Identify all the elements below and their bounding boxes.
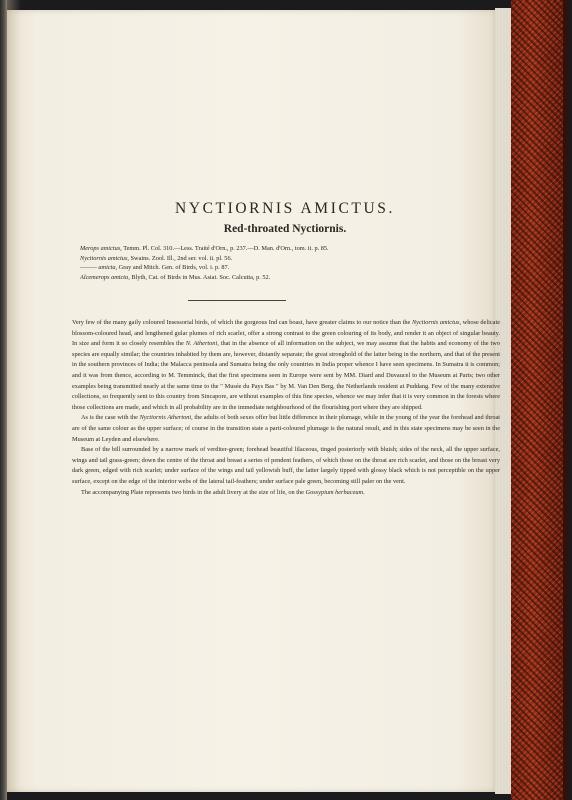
synonym-reference: , Blyth, Cat. of Birds in Mus. Asiat. Soc. Calcutta, p. 52. [128,273,271,281]
synonym-entry [80,263,500,273]
synonym-entry [80,244,500,254]
species-name: N. Athertoni [185,340,218,348]
synonym-name: Merops amictus [80,245,121,252]
synonym-name: ——— amicta [80,264,116,272]
synonym-name: Alcemerops amicta [80,273,129,281]
section-divider [188,300,286,301]
synonym-name: Nyctiornis amictus [80,254,128,262]
common-name-subtitle: Red-throated Nyctiornis. [223,223,347,235]
synonym-reference: , Temm. Pl. Col. 310.—Less. Traité d'Orn., p. 237.—D. Man. d'Orn., tom. ii. p. 85. [120,245,329,252]
synonym-reference: , Swains. Zool. Ill., 2nd ser. vol. ii. pl. 56. [127,254,233,262]
text-run: , the adults of both sexes offer but little difference in their plumage, while in the young of the year the forehead and throat are of the same colour as the upper surface; of course in the transition state a parti-coloured plumage is the natural result, and in this state specimens may be seen in the Museum at Leyden and elsewhere. [72,414,501,443]
paragraph-description [72,445,500,487]
species-title: NYCTIORNIS AMICTUS. [175,200,395,217]
text-run: Very few of the many gaily coloured Insessorial birds, of which the gorgeous Ind can boast, have greater claims to our notice than the [72,319,412,326]
description-body [72,318,500,498]
species-name: Nyctiornis amictus [411,319,460,326]
synonymy-list [80,244,500,282]
text-run: The accompanying Plate represents two birds in the adult livery at the size of life, on the [81,488,306,496]
text-run: , that in the absence of all information on the subject, we may assume that the habits and economy of the two species are equally similar; the countries inhabited by them are, however, distantly separate; the great stronghold of the latter being in the northern, and that of the present in the southern provinces of India; the Malacca peninsula and Sumatra being the only countries in India proper whence I have seen specimens. In Sumatra it is common; and it was from thence, according to M. Temminck, that the first specimens seen in Europe were sent by MM. Diard and Duvaucel to the Museum at Paris; two other examples being transmitted nearly at the same time to the " Musée du Pays Bas " by M. Van Den Berg, the Netherlands resident at Puddang. Few of the many extensive collections, so frequently sent to this country from Sincapore, are without examples of this fine species, whence we may infer that it is very common in the forests where those collections are made, and which in all probability are in the immediate neighbourhood of the flourishing port where they are shipped. [72,340,500,411]
paragraph-intro [72,318,500,413]
text-run: , whose delicate blossom-coloured head, and lengthened gular plumes of rich scarlet, offer a strong contrast to the green colouring of its body, and render it an object of singular beauty. In size and form it so closely resembles the [72,319,500,348]
synonym-entry [80,254,500,264]
text-run: . [363,488,365,496]
plant-name: Gossypium herbaceum [305,488,364,496]
species-name: Nyctiornis Athertoni [139,414,192,422]
synonym-reference: , Gray and Mitch. Gen. of Birds, vol. i. p. 87. [115,264,230,272]
text-run: As is the case with the [81,414,140,422]
paragraph-plate [72,488,500,499]
synonym-entry [80,273,500,283]
paragraph-plumage [72,413,500,445]
text-run: Base of the bill surrounded by a narrow mark of verditer-green; forehead beautiful lilaceous, tinged posteriorly with bluish; sides of the neck, all the upper surface, wings and tail grass-green; down the centre of the throat and breast a series of pendent feathers, of which those on the throat are rich scarlet, and those on the breast very dark green, edged with rich scarlet; under surface of the wings and tail yellowish buff, the latter largely tipped with glossy black which is not perceptible on the upper surface, except on the edge of the interior webs of the lateral tail-feathers; under surface pale green, becoming still paler on the vent. [72,446,500,485]
